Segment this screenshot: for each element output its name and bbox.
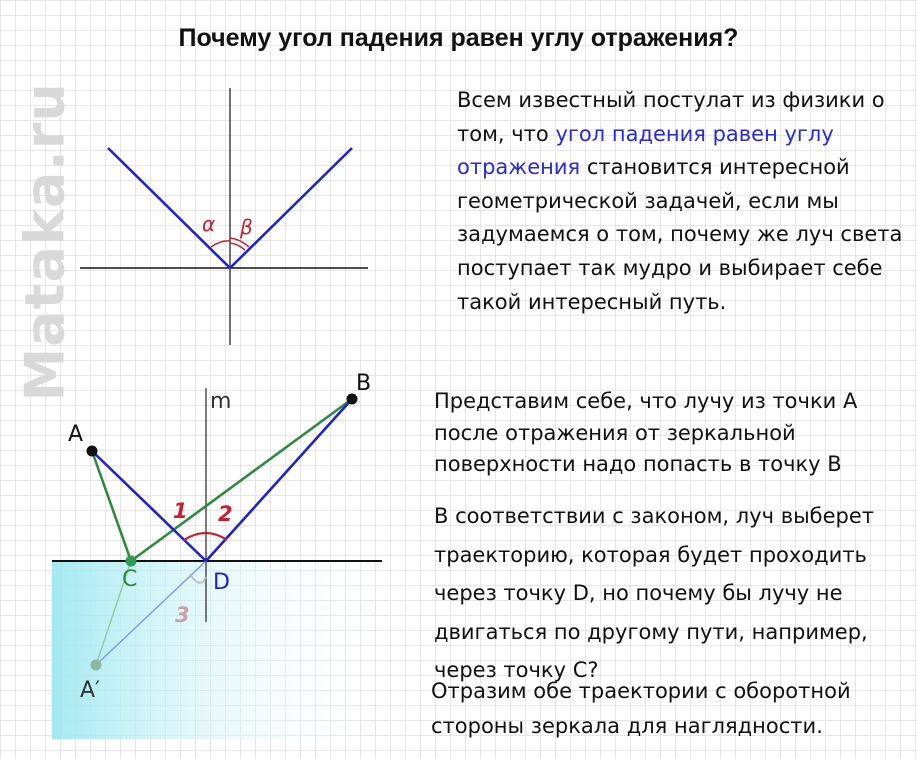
- point-a: [87, 446, 98, 457]
- label-d: D: [213, 570, 230, 595]
- label-b: B: [356, 371, 372, 396]
- ray-d-to-b: [206, 399, 352, 561]
- label-a: A: [68, 422, 84, 447]
- diagram1-alpha-label: α: [202, 212, 216, 236]
- intro-paragraph: [457, 84, 907, 319]
- intro-highlight: угол падения равен углу отражения: [457, 121, 834, 180]
- point-c: [126, 556, 137, 567]
- label-m: m: [210, 389, 232, 414]
- paragraph-reflection: Отразим обе траектории с оборотной стороны зеркала для наглядности.: [431, 679, 851, 738]
- intro-text-after: становится интересной геометрической задачей, если мы задумаемся о том, почему же луч света поступает так мудро и выбирает себе такой интересный путь.: [457, 155, 903, 314]
- ray-a-to-d: [92, 451, 206, 561]
- path-c-to-b: [131, 399, 352, 561]
- label-angle-2: 2: [218, 502, 233, 526]
- label-a-prime: A′: [80, 678, 101, 703]
- label-c: C: [122, 567, 138, 592]
- intro-text-before: Всем известный постулат из физики о том, что: [457, 88, 885, 146]
- diagram1-beta-label: β: [240, 215, 253, 239]
- label-angle-1: 1: [173, 499, 188, 523]
- paragraph-setup: Представим себе, что лучу из точки А после отражения от зеркальной поверхности надо попасть в точку B: [434, 389, 858, 476]
- path-a-to-c: [92, 451, 131, 561]
- point-a-prime: [91, 660, 102, 671]
- watermark: Mataka.ru: [13, 82, 77, 402]
- paragraph-question: В соответствии с законом, луч выберет траекторию, которая будет проходить через точку D, но почему бы лучу не двигаться по другому пути, например, через точку C?: [434, 504, 875, 682]
- page-title: Почему угол падения равен углу отражения?: [178, 24, 739, 52]
- label-angle-3: 3: [175, 603, 190, 627]
